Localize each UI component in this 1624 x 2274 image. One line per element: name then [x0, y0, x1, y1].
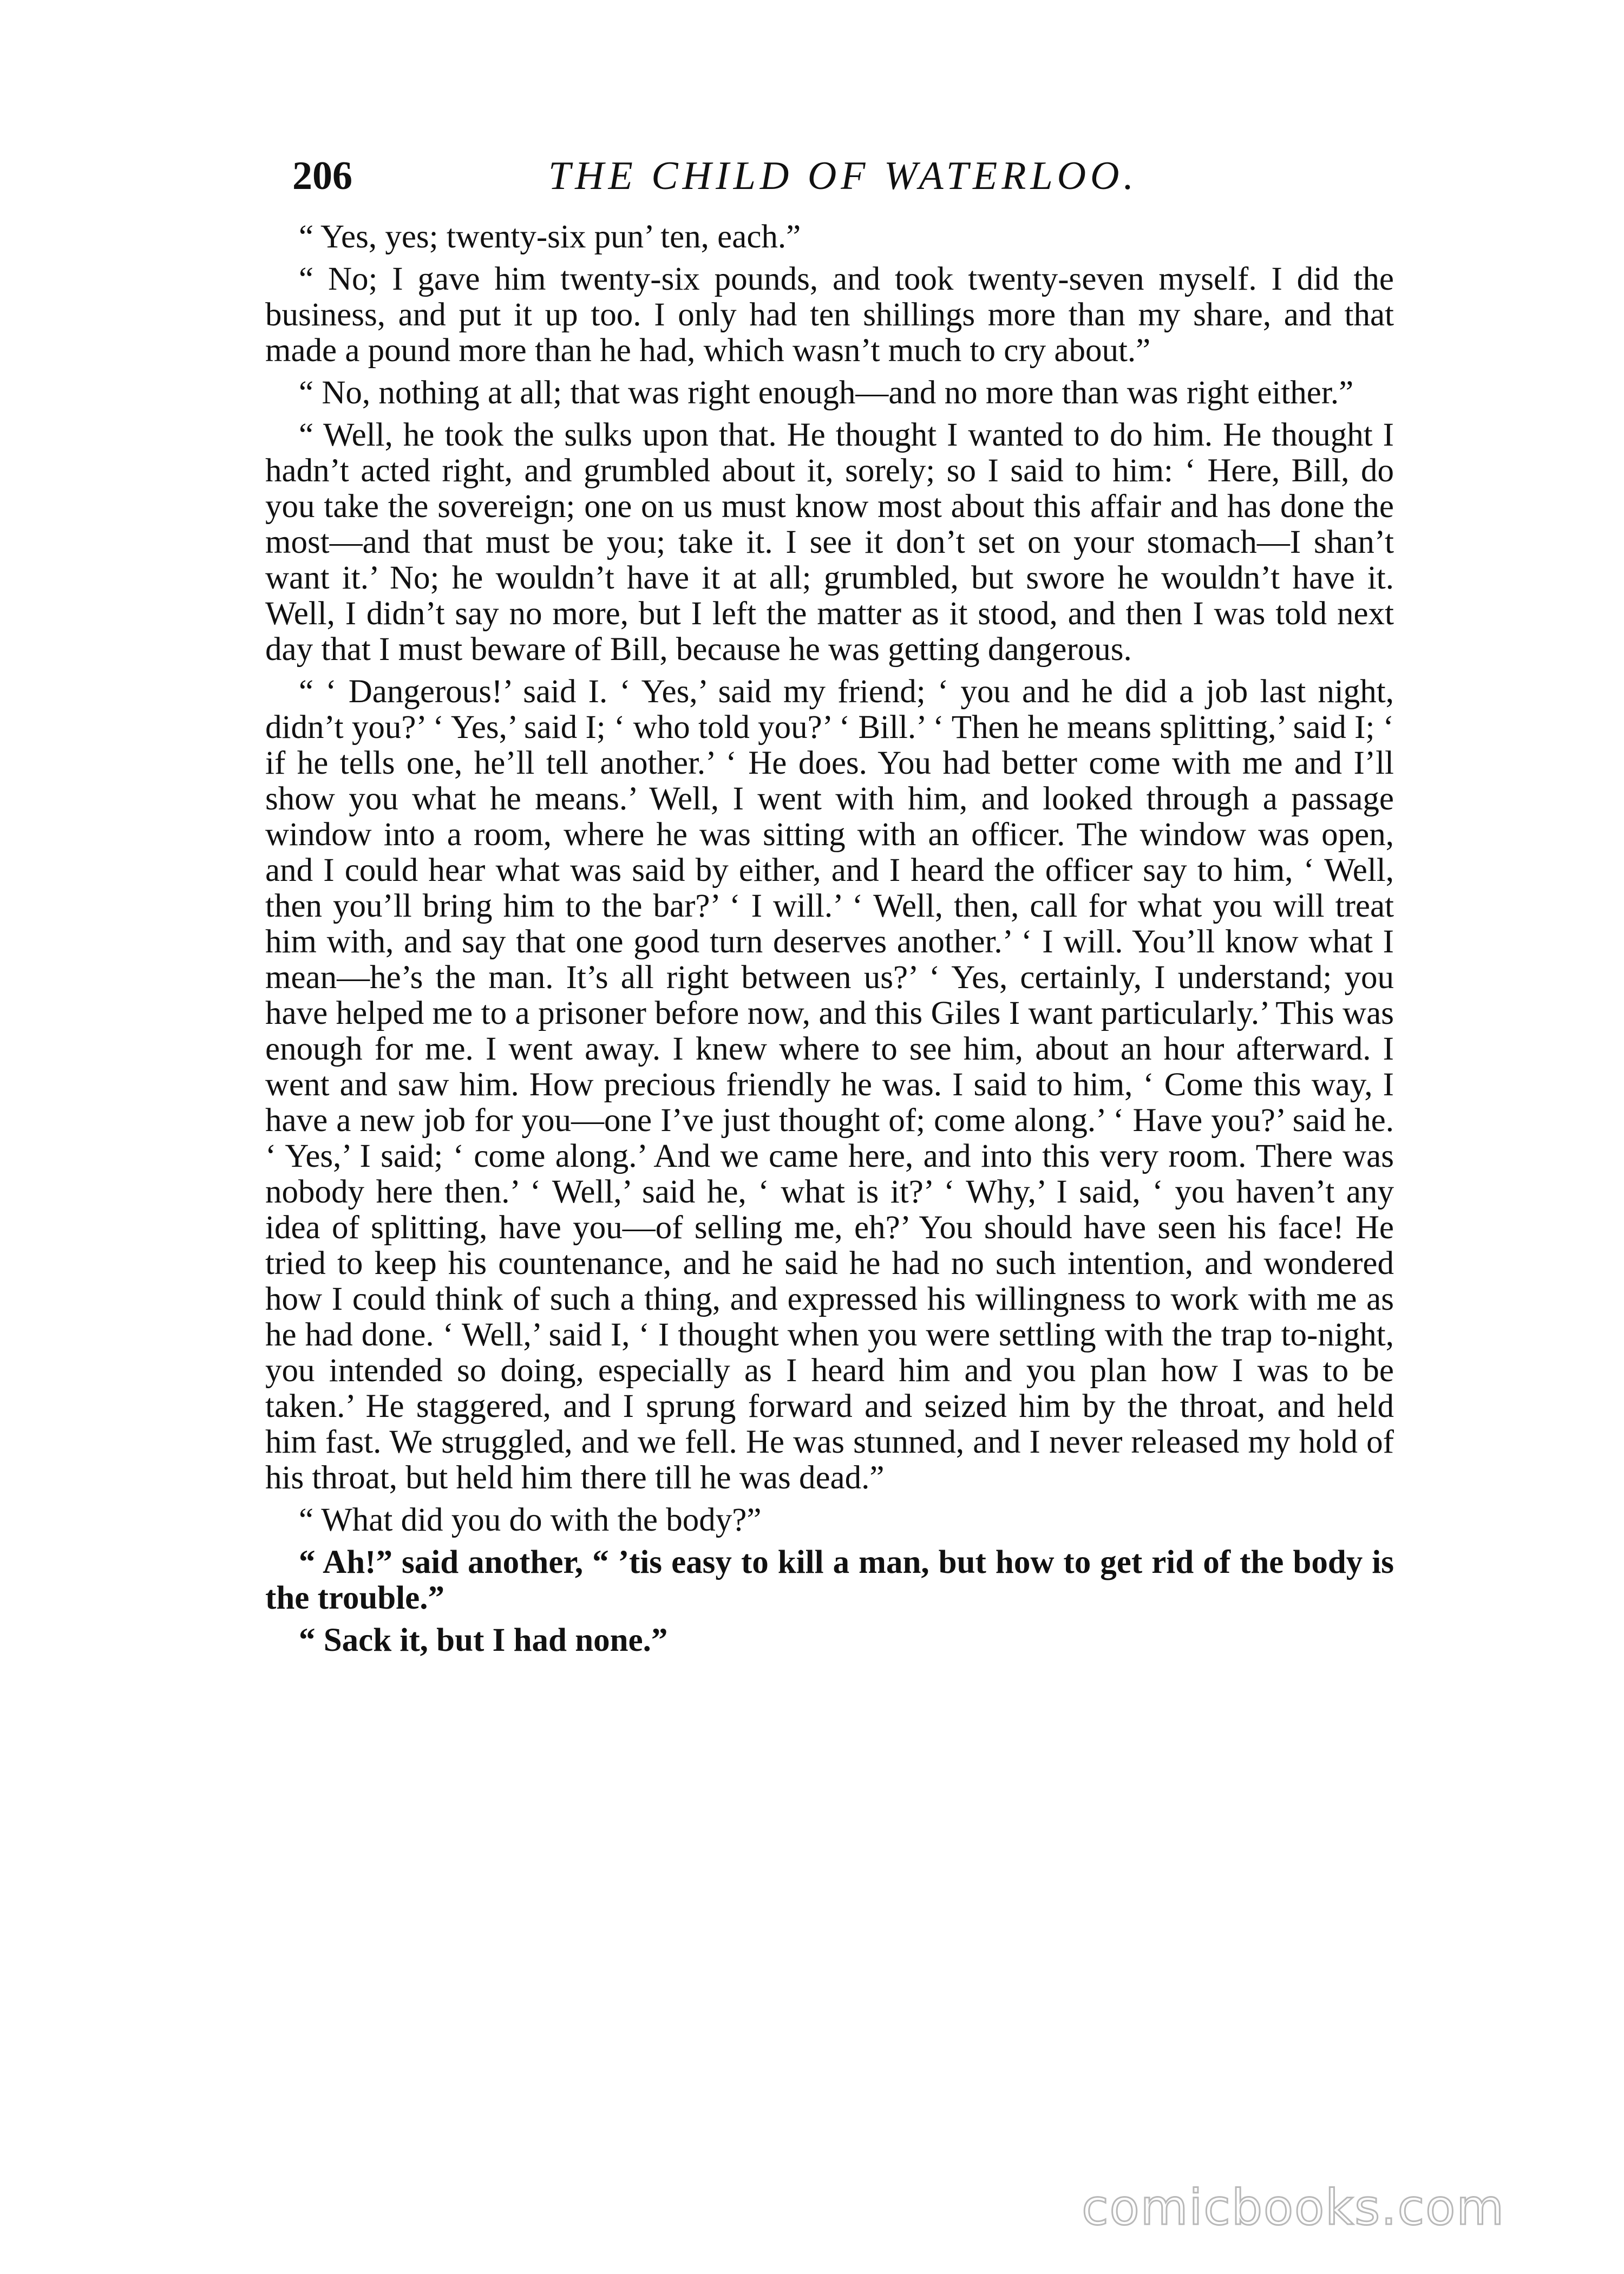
paragraph: “ Ah!” said another, “ ’tis easy to kill a man, but how to get rid of the body is the trouble.” — [265, 1544, 1394, 1616]
paragraph: “ Yes, yes; twenty-six pun’ ten, each.” — [299, 219, 801, 255]
paragraph: “ No; I gave him twenty-six pounds, and took twenty-seven myself. I did the business, and put it up too. I only had ten shillings more than my share, and that made a pound more than he had, which wasn’t much to cry about.” — [265, 261, 1394, 369]
watermark: comicbooks.com — [1082, 2179, 1505, 2236]
paragraph: “ Well, he took the sulks upon that. He thought I wanted to do him. He thought I hadn’t acted right, and grumbled about it, sorely; so I said to him: ‘ Here, Bill, do you take the sovereign; one on us must know most about this affair and has done the most—and that must be you; take it. I see it don’t set on your stomach—I shan’t want it.’ No; he wouldn’t have it at all; grumbled, but swore he wouldn’t have it. Well, I didn’t say no more, but I left the matter as it stood, and then I was told next day that I must beware of Bill, because he was getting dangerous. — [265, 417, 1394, 668]
running-title: THE CHILD OF WATERLOO. — [548, 154, 1138, 198]
paragraph: “ Sack it, but I had none.” — [299, 1622, 668, 1658]
page-header — [292, 146, 1394, 206]
page-number: 206 — [292, 154, 352, 198]
paragraph: “ ‘ Dangerous!’ said I. ‘ Yes,’ said my friend; ‘ you and he did a job last night, didn’t you?’ ‘ Yes,’ said I; ‘ who told you?’ ‘ Bill.’ ‘ Then he means splitting,’ said I; ‘ if he tells one, he’ll tell another.’ ‘ He does. You had better come with me and I’ll show you what he means.’ Well, I went with him, and looked through a passage window into a room, where he was sitting with an officer. The window was open, and I could hear what was said by either, and I heard the officer say to him, ‘ Well, then you’ll bring him to the bar?’ ‘ I will.’ ‘ Well, then, call for what you will treat him with, and say that one good turn deserves another.’ ‘ I will. You’ll know what I mean—he’s the man. It’s all right between us?’ ‘ Yes, certainly, I understand; you have helped me to a prisoner before now, and this Giles I want particularly.’ This was enough for me. I went away. I knew where to see him, about an hour afterward. I went and saw him. How precious friendly he was. I said to him, ‘ Come this way, I have a new job for you—one I’ve just thought of; come along.’ ‘ Have you?’ said he. ‘ Yes,’ I said; ‘ come along.’ And we came here, and into this very room. There was nobody here then.’ ‘ Well,’ said he, ‘ what is it?’ ‘ Why,’ I said, ‘ you haven’t any idea of splitting, have you—of selling me, eh?’ You should have seen his face! He tried to keep his countenance, and he said he had no such intention, and wondered how I could think of such a thing, and expressed his willingness to work with me as he had done. ‘ Well,’ said I, ‘ I thought when you were settling with the trap to-night, you intended so doing, especially as I heard him and you plan how I was to be taken.’ He staggered, and I sprung forward and seized him by the throat, and held him fast. We struggled, and we fell. He was stunned, and I never released my hold of his throat, but held him there till he was dead.” — [265, 674, 1394, 1496]
paragraph: “ No, nothing at all; that was right enough—and no more than was right either.” — [299, 375, 1354, 411]
paragraph: “ What did you do with the body?” — [299, 1502, 762, 1538]
body-text — [265, 219, 1394, 1665]
